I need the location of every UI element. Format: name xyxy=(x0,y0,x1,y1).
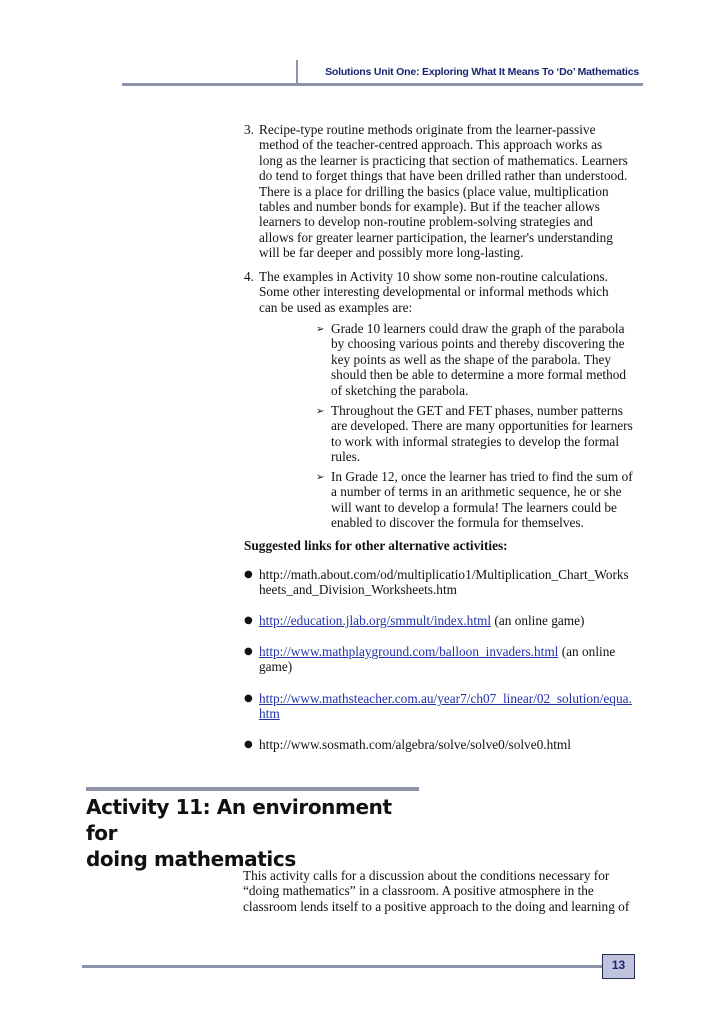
page-number: 13 xyxy=(611,958,626,972)
activity-paragraph xyxy=(243,868,643,914)
link-suffix: (an online xyxy=(558,644,616,659)
text-line: rules. xyxy=(331,449,361,465)
sub-item-text xyxy=(331,469,646,531)
bullet-icon: ● xyxy=(244,615,253,626)
link-item-jlab xyxy=(244,613,644,629)
link-url-line[interactable]: heets_and_Division_Worksheets.htm xyxy=(259,582,457,598)
text-line: should then be able to determine a more formal method xyxy=(331,367,627,383)
link-mathsteacher-cont[interactable]: htm xyxy=(259,706,280,722)
link-text xyxy=(259,644,651,675)
bullet-icon: ● xyxy=(244,739,253,750)
link-mathsteacher[interactable]: http://www.mathsteacher.com.au/year7/ch07_linear/02_solution/equa. xyxy=(259,691,632,706)
text-line: There is a place for drilling the basics (place value, multiplication xyxy=(259,183,609,199)
text-line: learners to develop non-routine problem-solving strategies and xyxy=(259,214,593,230)
sub-item-grade-12 xyxy=(316,469,646,533)
activity-rule xyxy=(86,787,419,791)
item-number: 4. xyxy=(244,269,254,284)
text-line: Recipe-type routine methods originate from the learner-passive xyxy=(259,122,596,137)
link-jlab[interactable]: http://education.jlab.org/smmult/index.html xyxy=(259,613,492,628)
arrow-bullet-icon: ➢ xyxy=(316,324,325,335)
text-line: of sketching the parabola. xyxy=(331,382,469,398)
activity-title-line: Activity 11: An environment for xyxy=(86,795,392,845)
link-item-mathplayground xyxy=(244,644,644,676)
text-line: do tend to forget things that have been drilled rather than understood. xyxy=(259,168,628,184)
bullet-icon: ● xyxy=(244,693,253,704)
link-item-mathsteacher xyxy=(244,691,644,723)
text-line: The examples in Activity 10 show some non-routine calculations. xyxy=(259,269,608,284)
header-rule-right xyxy=(297,83,643,86)
text-line: by choosing various points and thereby discovering the xyxy=(331,336,625,352)
header-rule-left xyxy=(122,83,297,86)
text-line: “doing mathematics” in a classroom. A positive atmosphere in the xyxy=(243,883,594,899)
link-mathplayground[interactable]: http://www.mathplayground.com/balloon_invaders.html xyxy=(259,644,559,659)
text-line: can be used as examples are: xyxy=(259,299,413,315)
link-suffix-line: game) xyxy=(259,659,293,675)
link-url-line[interactable]: http://math.about.com/od/multiplicatio1/Multiplication_Chart_Works xyxy=(259,567,629,582)
footer-rule xyxy=(82,965,602,968)
item-text xyxy=(259,269,649,315)
text-line: allows for greater learner participation, the learner's understanding xyxy=(259,229,613,245)
text-line: key points as well as the shape of the parabola. They xyxy=(331,351,612,367)
text-line: Some other interesting developmental or informal methods which xyxy=(259,284,609,300)
link-text xyxy=(259,737,651,752)
text-line: will be far deeper and possibly more long-lasting. xyxy=(259,245,524,261)
numbered-item-4 xyxy=(244,269,644,319)
header-title: Solutions Unit One: Exploring What It Means To ‘Do’ Mathematics xyxy=(325,66,639,78)
text-line: to work with informal strategies to develop the formal xyxy=(331,433,620,449)
text-line: long as the learner is practicing that section of mathematics. Learners xyxy=(259,152,628,168)
link-item-sosmath xyxy=(244,737,644,753)
link-text xyxy=(259,567,651,598)
arrow-bullet-icon: ➢ xyxy=(316,472,325,483)
activity-title xyxy=(86,794,416,872)
text-line: tables and number bonds for example). But if the teacher allows xyxy=(259,199,600,215)
link-item-math-about xyxy=(244,567,644,599)
text-line: In Grade 12, once the learner has tried to find the sum of xyxy=(331,469,633,484)
bullet-icon: ● xyxy=(244,569,253,580)
link-url-line[interactable]: http://www.sosmath.com/algebra/solve/solve0/solve0.html xyxy=(259,737,571,752)
text-line: method of the teacher-centred approach. This approach works as xyxy=(259,137,603,153)
links-heading: Suggested links for other alternative activities: xyxy=(244,538,508,553)
numbered-item-3 xyxy=(244,122,644,262)
text-line: Grade 10 learners could draw the graph of the parabola xyxy=(331,321,625,336)
arrow-bullet-icon: ➢ xyxy=(316,406,325,417)
activity-title-line: doing mathematics xyxy=(86,847,296,871)
link-text xyxy=(259,613,651,628)
text-line: classroom lends itself to a positive approach to the doing and learning of xyxy=(243,898,630,914)
sub-item-parabola xyxy=(316,321,646,401)
item-number: 3. xyxy=(244,122,254,137)
bullet-icon: ● xyxy=(244,646,253,657)
text-line: enabled to discover the formula for themselves. xyxy=(331,515,584,531)
sub-item-text xyxy=(331,321,646,398)
sub-item-number-patterns xyxy=(316,403,646,467)
link-suffix: (an online game) xyxy=(491,613,585,628)
link-text xyxy=(259,691,651,722)
sub-item-text xyxy=(331,403,646,465)
item-text xyxy=(259,122,649,261)
text-line: This activity calls for a discussion about the conditions necessary for xyxy=(243,868,610,883)
text-line: Throughout the GET and FET phases, number patterns xyxy=(331,403,623,418)
text-line: are developed. There are many opportunities for learners xyxy=(331,418,633,434)
text-line: will want to develop a formula! The learners could be xyxy=(331,499,617,515)
text-line: a number of terms in an arithmetic sequence, he or she xyxy=(331,484,622,500)
